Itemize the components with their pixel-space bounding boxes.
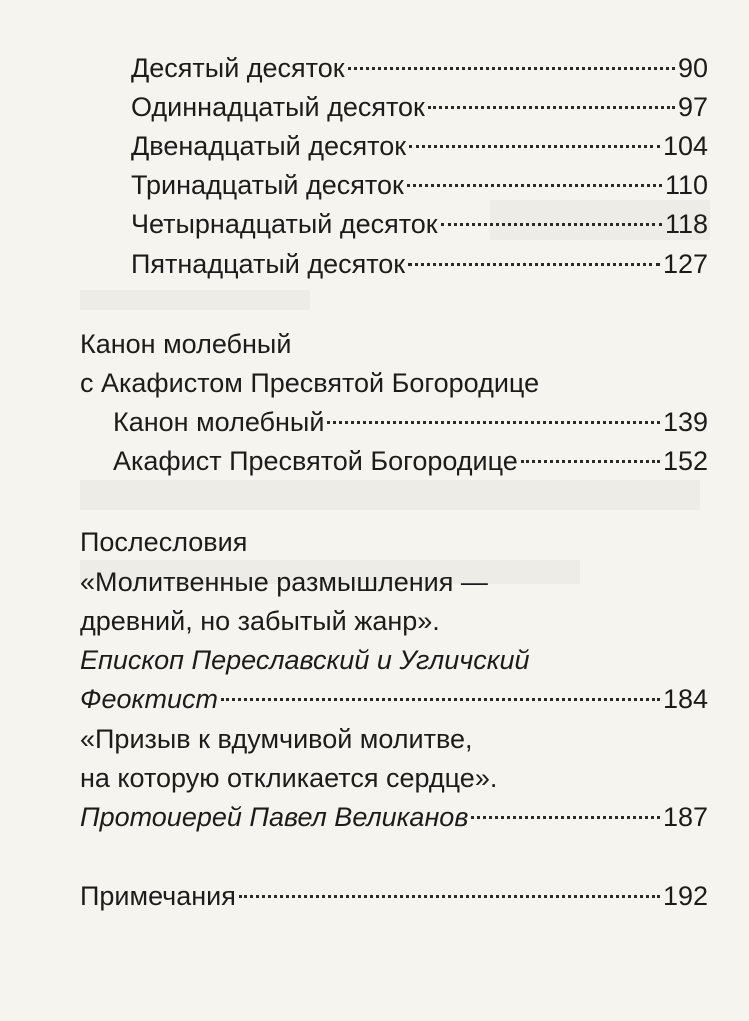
dot-leader <box>409 145 660 148</box>
toc-page-number: 127 <box>662 249 708 279</box>
bleed-through-mark <box>80 480 700 510</box>
toc-page-number: 97 <box>677 92 708 122</box>
toc-entry-title: Одиннадцатый десяток <box>131 92 425 122</box>
dot-leader <box>471 816 660 819</box>
dot-leader <box>521 460 660 463</box>
afterword-2-author: Протоиерей Павел Великанов <box>80 802 469 832</box>
bleed-through-mark <box>80 290 310 310</box>
afterword-1-title-line1: «Молитвенные размышления — <box>80 567 488 597</box>
dot-leader <box>428 106 675 109</box>
dot-leader <box>407 184 662 187</box>
toc-entry-title: Четырнадцатый десяток <box>131 209 438 239</box>
dot-leader <box>239 895 660 898</box>
toc-entry-decade-12[interactable] <box>131 128 708 164</box>
toc-page-number: 152 <box>662 446 708 476</box>
toc-entry-title: Канон молебный <box>113 407 325 437</box>
toc-page-number: 184 <box>662 684 708 714</box>
dot-leader <box>348 67 675 70</box>
section-heading-canon-line2: с Акафистом Пресвятой Богородице <box>80 368 540 398</box>
toc-entry-title: Пятнадцатый десяток <box>131 249 406 279</box>
toc-entry-canon[interactable] <box>113 404 708 440</box>
toc-entry-decade-15[interactable] <box>131 246 708 282</box>
toc-page-number: 118 <box>664 209 708 239</box>
toc-page-number: 110 <box>664 170 708 200</box>
toc-entry-decade-10[interactable] <box>131 50 708 86</box>
afterword-2-title-line1: «Призыв к вдумчивой молитве, <box>80 724 473 754</box>
toc-page-number: 90 <box>677 53 708 83</box>
toc-entry-title: Примечания <box>80 881 236 911</box>
toc-entry-notes[interactable] <box>80 878 708 914</box>
toc-page-number: 139 <box>662 407 708 437</box>
dot-leader <box>221 698 660 701</box>
toc-entry-afterword-1[interactable] <box>80 681 708 717</box>
afterword-1-author-line1: Епископ Переславский и Угличский <box>80 645 530 675</box>
afterword-2-title-line2: на которую откликается сердце». <box>80 763 498 793</box>
dot-leader <box>408 263 660 266</box>
section-heading-afterwords: Послесловия <box>80 527 248 557</box>
toc-page-number: 192 <box>662 881 708 911</box>
toc-entry-akathist[interactable] <box>113 443 708 479</box>
toc-entry-decade-13[interactable] <box>131 167 708 203</box>
toc-page-number: 187 <box>662 802 708 832</box>
toc-page-number: 104 <box>662 131 708 161</box>
section-heading-canon-line1: Канон молебный <box>80 329 292 359</box>
toc-entry-title: Десятый десяток <box>131 53 345 83</box>
toc-entry-title: Акафист Пресвятой Богородице <box>113 446 518 476</box>
toc-entry-title: Двенадцатый десяток <box>131 131 407 161</box>
toc-entry-decade-14[interactable] <box>131 206 708 242</box>
toc-entry-title: Тринадцатый десяток <box>131 170 404 200</box>
dot-leader <box>441 223 662 226</box>
dot-leader <box>327 421 660 424</box>
afterword-1-title-line2: древний, но забытый жанр». <box>80 606 440 636</box>
afterword-1-author-line2: Феоктист <box>80 684 219 714</box>
toc-entry-decade-11[interactable] <box>131 89 708 125</box>
toc-entry-afterword-2[interactable] <box>80 799 708 835</box>
